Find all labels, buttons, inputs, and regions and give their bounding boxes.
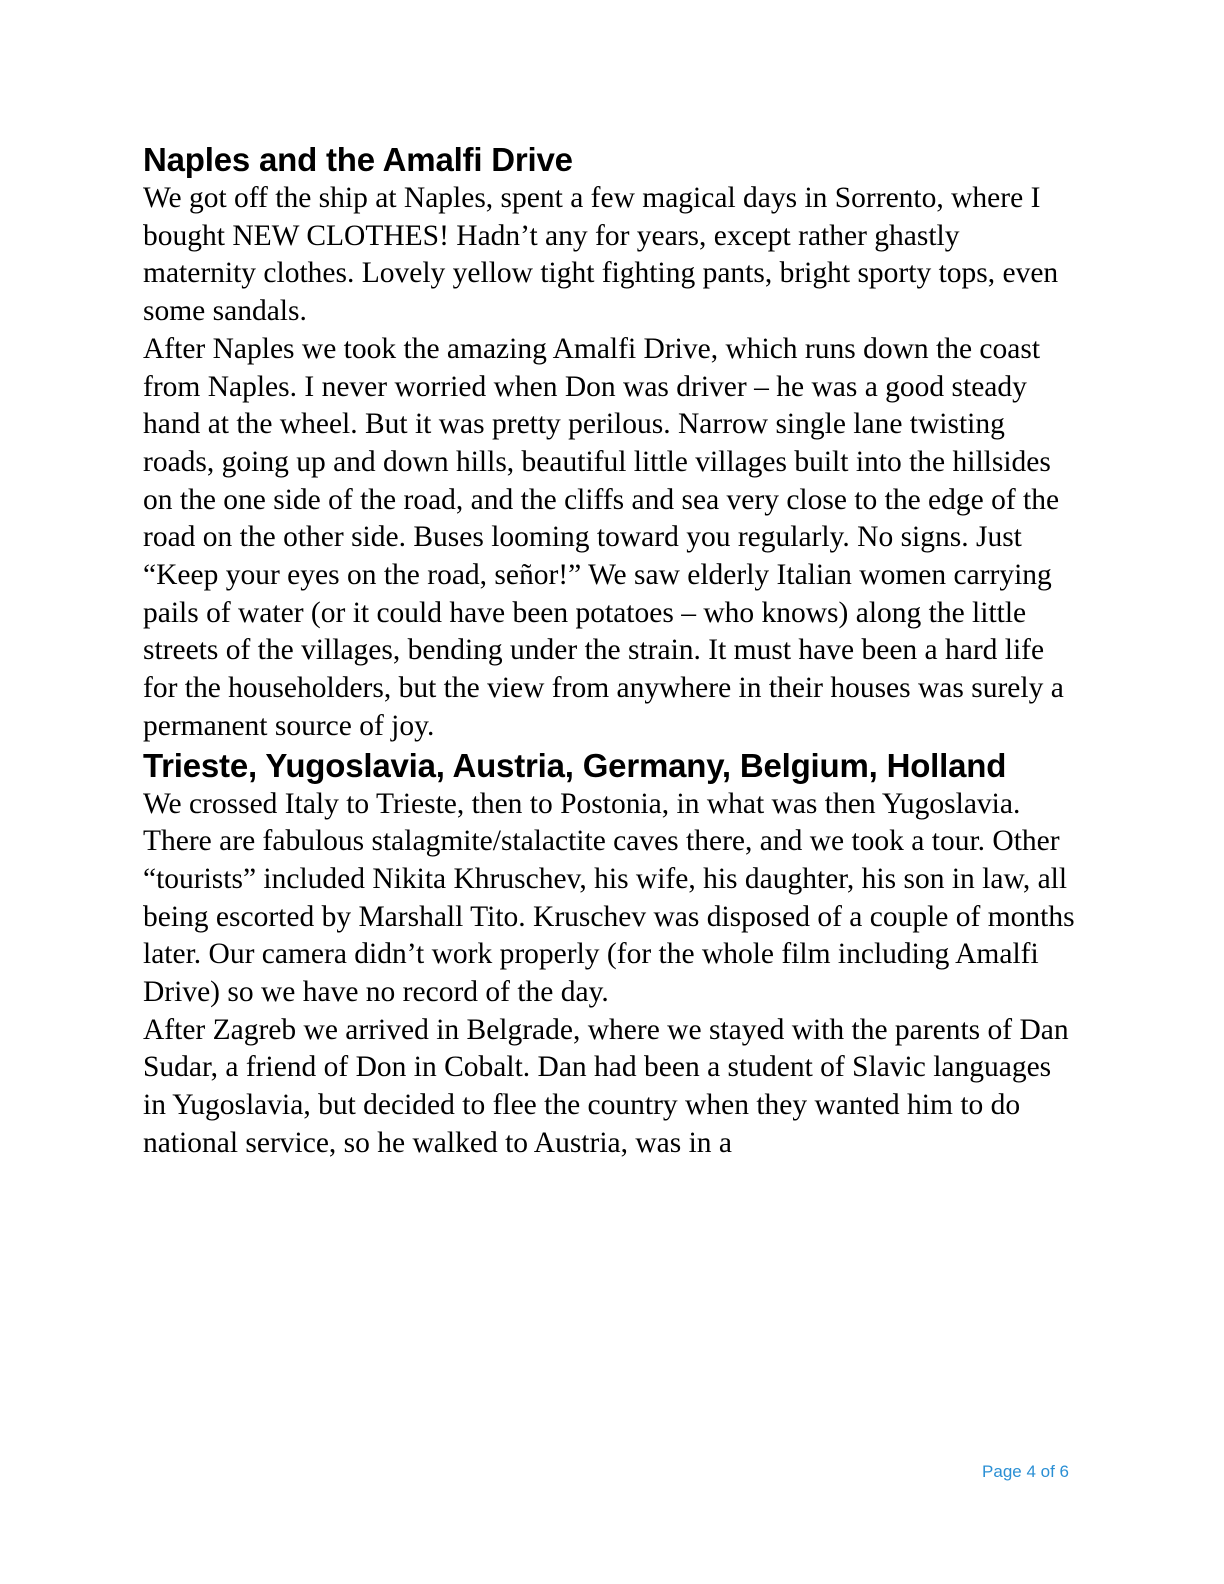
paragraph-sorrento: We got off the ship at Naples, spent a few magical days in Sorrento, where I bought NEW CLOTHES! Hadn’t any for years, except rather ghastly maternity clothes. Lovely yellow tight fighting pants, bright sporty tops, even some sandals. [143,182,1059,328]
page-content [143,140,1078,1163]
paragraph-trieste-caves: We crossed Italy to Trieste, then to Postonia, in what was then Yugoslavia. There are fabulous stalagmite/stalactite caves there, and we took a tour. Other “tourists” included Nikita Khruschev, his wife, his daughter, his son in law, all being escorted by Marshall Tito. Kruschev was disposed of a couple of months later. Our camera didn’t work properly (for the whole film including Amalfi Drive) so we have no record of the day. [143,787,1075,1009]
paragraph-belgrade: After Zagreb we arrived in Belgrade, where we stayed with the parents of Dan Sudar, a friend of Don in Cobalt. Dan had been a student of Slavic languages in Yugoslavia, but decided to flee the country when they wanted him to do national service, so he walked to Austria, was in a [143,1013,1069,1159]
page-number: Page 4 of 6 [982,1462,1069,1481]
paragraph-amalfi-drive: After Naples we took the amazing Amalfi Drive, which runs down the coast from Naples. I never worried when Don was driver – he was a good steady hand at the wheel. But it was pretty perilous. Narrow single lane twisting roads, going up and down hills, beautiful little villages built into the hillsides on the one side of the road, and the cliffs and sea very close to the edge of the road on the other side. Buses looming toward you regularly. No signs. Just “Keep your eyes on the road, señor!” We saw elderly Italian women carrying pails of water (or it could have been potatoes – who knows) along the little streets of the villages, bending under the strain. It must have been a hard life for the householders, but the view from anywhere in their houses was surely a permanent source of joy. [143,332,1064,742]
section-heading-naples: Naples and the Amalfi Drive [143,141,573,178]
section-heading-trieste: Trieste, Yugoslavia, Austria, Germany, Belgium, Holland [143,746,1007,784]
